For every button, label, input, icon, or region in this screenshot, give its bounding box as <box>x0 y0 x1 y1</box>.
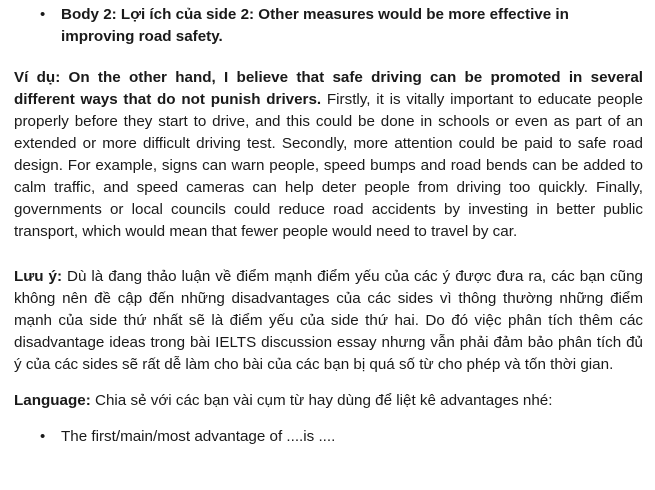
body2-heading: Body 2: Lợi ích của side 2: Other measures would be more effective in improving road safety. <box>61 6 569 45</box>
example-paragraph <box>14 67 643 243</box>
spacer <box>14 243 643 266</box>
phrase-bullet-item <box>14 426 643 448</box>
spacer <box>14 412 643 426</box>
language-body-text: Chia sẻ với các bạn vài cụm từ hay dùng để liệt kê advantages nhé: <box>90 392 553 409</box>
note-paragraph <box>14 266 643 376</box>
spacer <box>14 376 643 390</box>
note-body-text: Dù là đang thảo luận về điểm mạnh điểm yếu của các ý được đưa ra, các bạn cũng không nên đề cập đến những disadvantages của các sides vì thông thường những điểm mạnh của side thứ nhất sẽ là điểm yếu của side thứ hai. Do đó việc phân tích thêm các disadvantage ideas trong bài IELTS discussion essay nhưng vẫn phải đảm bảo phân tích đủ ý của các sides sẽ rất dễ làm cho bài của các bạn bị quá số từ cho phép và tốn thời gian. <box>14 268 643 373</box>
spacer <box>14 48 643 67</box>
body2-bullet-item <box>14 4 643 48</box>
example-body-text: Firstly, it is vitally important to educate people properly before they start to drive, and this could be done in schools or even as part of an extended or more difficult driving test. Secondly, more attention could be paid to safe road design. For example, signs can warn people, speed bumps and road bends can be added to calm traffic, and speed cameras can help deter people from driving too quickly. Finally, governments or local councils could reduce road accidents by investing in better public transport, which would mean that fewer people would need to travel by car. <box>14 91 643 240</box>
language-paragraph <box>14 390 643 412</box>
example-bold-text: On the other hand, I believe that safe driving can be promoted in several different ways that do not punish drivers. <box>14 69 643 108</box>
bullet-icon: • <box>40 428 46 445</box>
example-label: Ví dụ: <box>14 69 61 86</box>
note-label: Lưu ý: <box>14 268 63 285</box>
language-label: Language: <box>14 392 91 409</box>
phrase-text: The first/main/most advantage of ....is .... <box>61 428 336 445</box>
bullet-icon: • <box>40 6 46 23</box>
